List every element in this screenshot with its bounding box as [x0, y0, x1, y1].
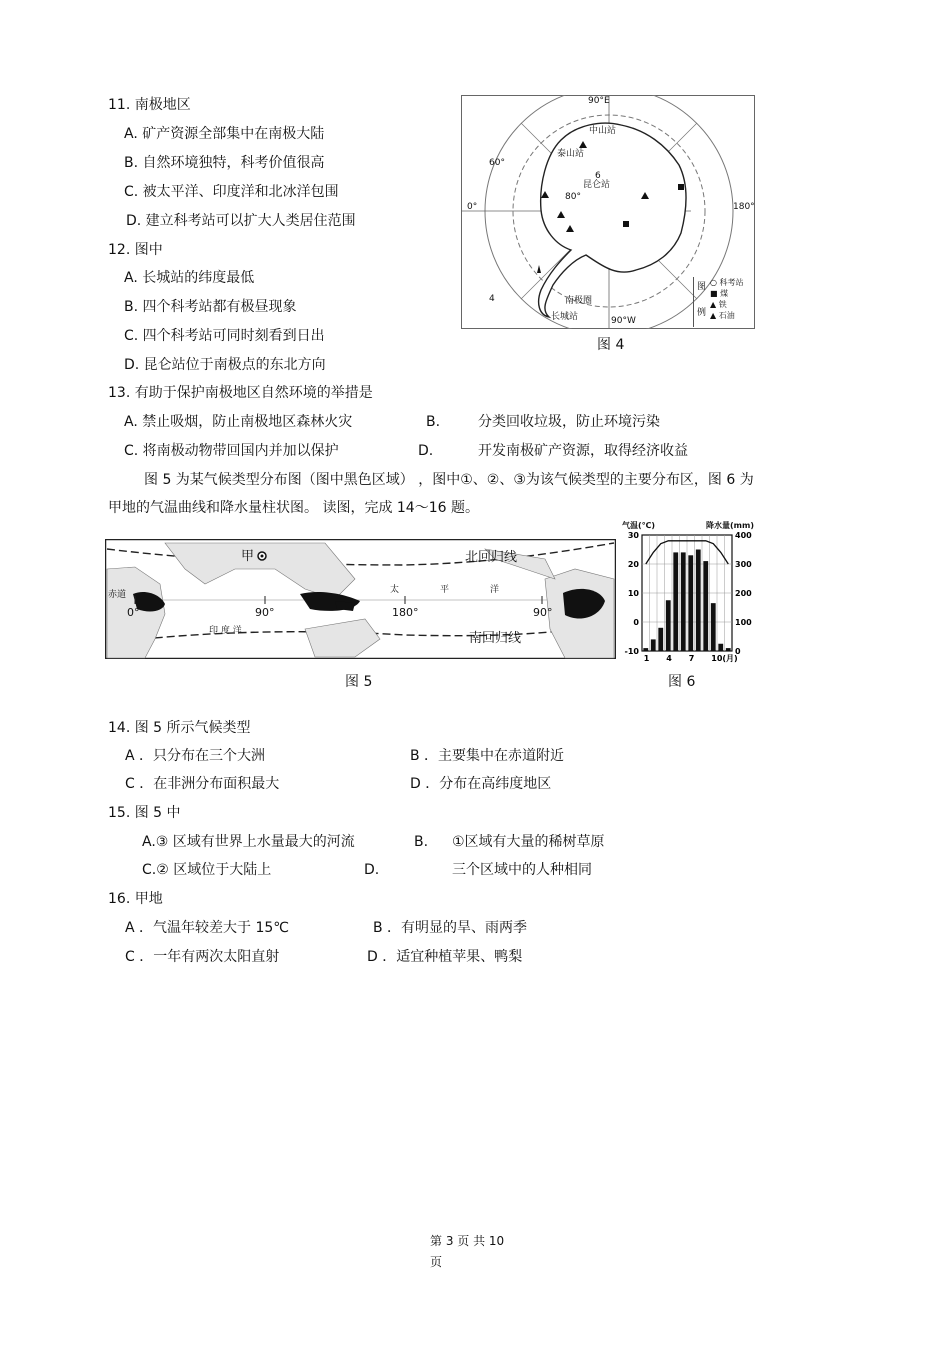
q15-stem: 15. 图 5 中: [108, 805, 181, 821]
fig4-label-antarctic-circle: 南极圈: [565, 296, 593, 306]
q13-option-d-text: 开发南极矿产资源，取得经济收益: [478, 443, 688, 459]
q14-stem: 14. 图 5 所示气候类型: [108, 720, 251, 736]
q11-stem: 11. 南极地区: [108, 97, 191, 113]
figure-5-climate-map: [105, 539, 616, 659]
fig4-label-lat60: 60°: [489, 158, 505, 168]
fig5-label-pacific-2: 平: [440, 585, 450, 595]
fig6-precip-tick: 200: [735, 589, 752, 598]
fig6-precip-bar: [726, 648, 731, 651]
fig6-precip-bar: [696, 550, 701, 652]
fig4-label-kunlun: 昆仑站: [583, 180, 611, 190]
q15-option-b-letter: B.: [414, 834, 429, 850]
fig4-legend: [693, 277, 754, 327]
figure-4-caption: 图 4: [597, 337, 625, 353]
fig6-ylabel-right: 降水量(mm): [706, 521, 754, 530]
fig4-legend-item-oil: ▲ 石油: [710, 311, 735, 320]
fig4-label-right: 180°: [733, 202, 755, 212]
fig6-month-tick: 1: [643, 654, 650, 663]
q14-option-b: B ．主要集中在赤道附近: [410, 748, 565, 764]
fig4-label-left: 0°: [467, 202, 478, 212]
q12-option-a: A. 长城站的纬度最低: [124, 270, 255, 286]
fig4-label-num6: 6: [595, 171, 601, 181]
q16-stem: 16. 甲地: [108, 891, 163, 907]
fig4-label-top: 90°E: [588, 96, 610, 106]
fig5-label-indian: 印 度 洋: [209, 626, 242, 636]
figure-6-climate-chart: [622, 521, 764, 671]
fig6-temp-tick: 30: [627, 531, 639, 540]
q15-option-d-letter: D.: [364, 862, 380, 878]
q12-option-b: B. 四个科考站都有极昼现象: [124, 299, 297, 315]
fig4-label-lat80: 80°: [565, 192, 581, 202]
q11-option-b: B. 自然环境独特，科考价值很高: [124, 155, 325, 171]
q12-stem: 12. 图中: [108, 242, 163, 258]
fig6-precip-tick: 0: [735, 647, 741, 656]
fig5-label-lon90w: 90°: [533, 606, 553, 619]
fig4-legend-item-iron: ▲ 铁: [710, 300, 727, 309]
page-number-line-2: 页: [430, 1255, 443, 1269]
fig4-label-bottom: 90°W: [611, 316, 636, 326]
q13-option-c: C. 将南极动物带回国内并加以保护: [124, 443, 339, 459]
fig5-label-lon180: 180°: [392, 606, 419, 619]
fig4-label-zhongshan: 中山站: [589, 126, 617, 136]
fig6-precip-bar: [703, 561, 708, 651]
q13-option-b-text: 分类回收垃圾，防止环境污染: [478, 414, 660, 430]
fig6-precip-bar: [658, 628, 663, 651]
fig6-precip-bar: [643, 648, 648, 651]
fig5-label-lon90e: 90°: [255, 606, 275, 619]
fig6-temp-tick: 10: [627, 589, 639, 598]
fig4-legend-item-coal: ■ 煤: [710, 289, 729, 298]
intro-line-2: 甲地的气温曲线和降水量柱状图。 读图，完成 14～16 题。: [108, 500, 479, 516]
q15-option-d-text: 三个区域中的人种相同: [452, 862, 592, 878]
fig6-precip-tick: 400: [735, 531, 752, 540]
fig6-precip-bar: [688, 555, 693, 651]
fig6-month-tick: 7: [688, 654, 695, 663]
q16-option-d: D ．适宜种植苹果、鸭梨: [367, 949, 523, 965]
fig5-label-pacific-1: 太: [390, 585, 400, 595]
fig6-precip-tick: 100: [735, 618, 752, 627]
fig6-month-tick: 4: [666, 654, 672, 663]
q12-option-c: C. 四个科考站可同时刻看到日出: [124, 328, 325, 344]
fig6-temp-tick: 0: [633, 618, 639, 627]
q11-option-c: C. 被太平洋、印度洋和北冰洋包围: [124, 184, 339, 200]
q14-option-d: D ．分布在高纬度地区: [410, 776, 552, 792]
figure-6-caption: 图 6: [668, 674, 696, 690]
fig6-temp-tick: -10: [624, 647, 639, 656]
fig4-legend-item-station: ○ 科考站: [710, 278, 744, 287]
fig5-label-lon0: 0°: [127, 606, 140, 619]
q14-option-a: A ．只分布在三个大洲: [125, 748, 266, 764]
q11-option-a: A. 矿产资源全部集中在南极大陆: [124, 126, 325, 142]
q13-option-d-letter: D.: [418, 443, 434, 459]
fig4-label-num4: 4: [489, 294, 495, 304]
q12-option-d: D. 昆仑站位于南极点的东北方向: [124, 357, 326, 373]
fig5-label-north-tropic: 北回归线: [465, 550, 518, 565]
fig4-legend-title-b: 例: [697, 308, 707, 318]
fig6-ylabel-left: 气温(℃): [622, 521, 655, 530]
fig6-precip-bar: [718, 644, 723, 651]
fig5-label-jia: 甲: [241, 549, 255, 564]
fig6-month-tick: 10(月): [711, 654, 738, 663]
q13-option-a: A. 禁止吸烟，防止南极地区森林火灾: [124, 414, 353, 430]
q11-option-d: D. 建立科考站可以扩大人类居住范围: [126, 213, 356, 229]
fig6-precip-bar: [666, 600, 671, 651]
fig6-precip-bar: [651, 639, 656, 651]
fig6-precip-bar: [681, 552, 686, 651]
fig5-label-equator: 赤道: [108, 590, 127, 600]
fig6-precip-bar: [711, 603, 716, 651]
figure-4-antarctic-map: [461, 95, 755, 329]
q16-option-b: B ．有明显的旱、雨两季: [373, 920, 528, 936]
q13-stem: 13. 有助于保护南极地区自然环境的举措是: [108, 385, 373, 401]
fig6-precip-tick: 300: [735, 560, 752, 569]
q16-option-a: A ．气温年较差大于 15℃: [125, 920, 290, 936]
fig5-label-south-tropic: 南回归线: [469, 631, 522, 646]
q15-option-c: C.② 区域位于大陆上: [142, 862, 272, 878]
q15-option-b-text: ①区域有大量的稀树草原: [452, 834, 605, 850]
fig6-chart-svg: [622, 521, 764, 671]
figure-5-caption: 图 5: [345, 674, 373, 690]
intro-line-1: 图 5 为某气候类型分布图（图中黑色区域） ，图中①、②、③为该气候类型的主要分布区，图 6 为: [144, 472, 754, 488]
q13-option-b-letter: B.: [426, 414, 441, 430]
fig6-temp-tick: 20: [627, 560, 639, 569]
fig4-label-changcheng: 长城站: [551, 312, 579, 322]
fig4-label-taishan: 泰山站: [557, 149, 585, 159]
q14-option-c: C ．在非洲分布面积最大: [125, 776, 280, 792]
q15-option-a: A.③ 区域有世界上水量最大的河流: [142, 834, 355, 850]
page-number-line-1: 第 3 页 共 10: [430, 1234, 505, 1248]
fig4-legend-title-a: 图: [697, 282, 707, 292]
q16-option-c: C ．一年有两次太阳直射: [125, 949, 280, 965]
fig6-precip-bar: [673, 552, 678, 651]
fig5-label-pacific-3: 洋: [490, 585, 500, 595]
